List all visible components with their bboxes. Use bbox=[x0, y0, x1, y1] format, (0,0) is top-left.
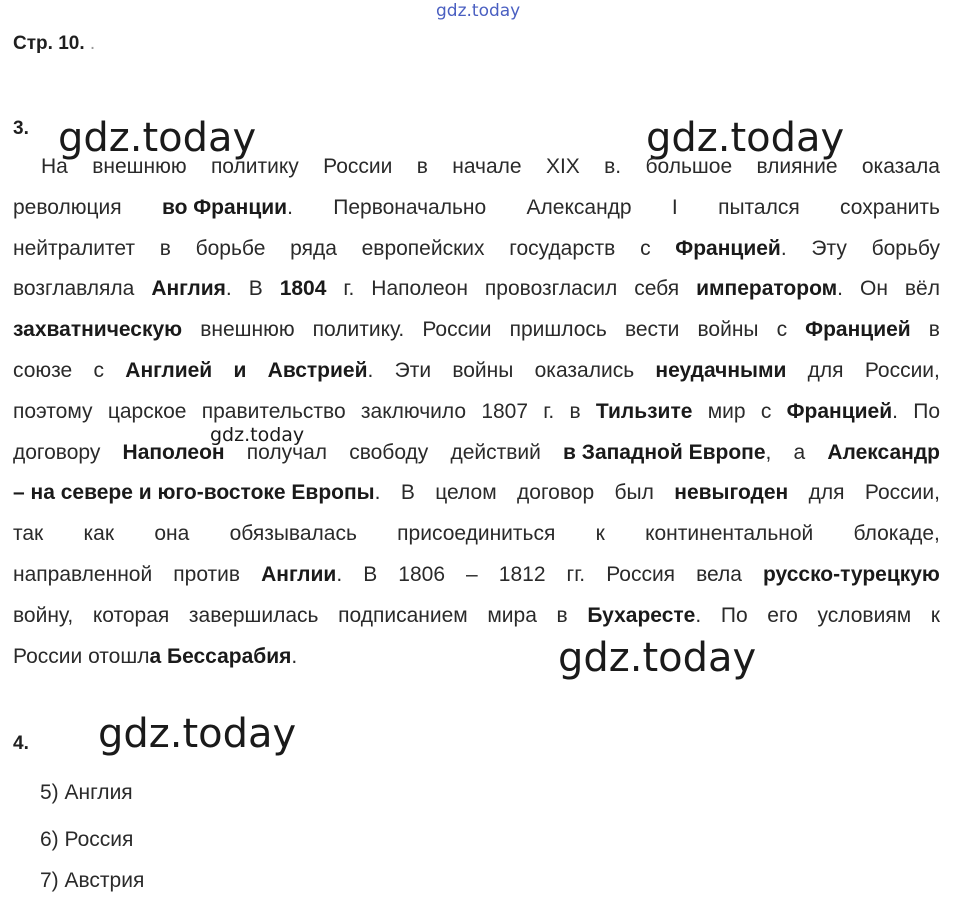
task-3-word: в bbox=[416, 155, 428, 178]
task-3-word: В bbox=[400, 481, 415, 505]
task-3-word: договору bbox=[13, 440, 101, 464]
task-3-word: царское bbox=[107, 399, 187, 423]
task-3-word: вёл bbox=[904, 277, 940, 301]
task-3-word: внешнюю bbox=[200, 318, 295, 342]
task-3-word: борьбе bbox=[195, 236, 266, 260]
task-3-word: отошл bbox=[88, 644, 150, 668]
task-3-word: Бухаресте. bbox=[587, 603, 702, 627]
task-3-line bbox=[13, 635, 940, 681]
task-3-word: вести bbox=[624, 318, 680, 342]
task-3-word: его bbox=[767, 603, 798, 627]
task-3-word: мир bbox=[707, 399, 746, 423]
task-3-word: императором. bbox=[696, 277, 844, 301]
task-3-word: Эти bbox=[394, 358, 432, 382]
task-3-word: Первоначально bbox=[333, 195, 487, 219]
task-4-item-1: 5) Англия bbox=[40, 781, 133, 804]
task-3-word: сохранить bbox=[840, 195, 940, 219]
task-3-word: Он bbox=[859, 277, 888, 301]
task-3-line bbox=[13, 351, 940, 392]
task-3-word: революция bbox=[13, 195, 122, 219]
task-3-word: войны bbox=[697, 318, 759, 342]
task-3-word: захватническую bbox=[13, 318, 183, 342]
task-3-word: По bbox=[913, 399, 940, 423]
task-3-word: государств bbox=[509, 236, 616, 260]
task-3-word: – на севере и юго-востоке Европы. bbox=[13, 481, 381, 505]
task-3-word: как bbox=[83, 522, 115, 546]
task-3-word: был bbox=[614, 481, 654, 505]
task-3-word: союзе bbox=[13, 358, 73, 382]
task-3-line bbox=[13, 392, 940, 433]
task-3-word: 1812 bbox=[498, 562, 546, 586]
task-3-word: в bbox=[556, 603, 568, 627]
task-3-line bbox=[13, 433, 940, 474]
task-3-word: По bbox=[720, 603, 748, 627]
task-3-word: поэтому bbox=[13, 399, 93, 423]
task-3-word: XIX bbox=[545, 155, 580, 178]
task-3-line bbox=[13, 147, 940, 188]
task-3-word: направленной bbox=[13, 562, 153, 586]
task-3-word: а bbox=[793, 440, 806, 464]
page-label bbox=[13, 33, 95, 55]
task-3-word: правительство bbox=[201, 399, 346, 423]
task-3-word: Наполеон bbox=[122, 440, 225, 464]
page-label-text: Стр. 10. bbox=[13, 33, 85, 54]
watermark-2: gdz.today bbox=[646, 115, 845, 161]
task-3-word: неудачными bbox=[655, 358, 787, 382]
task-3-word: действий bbox=[450, 440, 541, 464]
task-3-word: в bbox=[569, 399, 581, 423]
task-3-word: свободу bbox=[349, 440, 429, 464]
task-3-word: В bbox=[248, 277, 263, 301]
task-3-word: возглавляла bbox=[13, 277, 135, 301]
task-3-word: получал bbox=[246, 440, 328, 464]
task-3-word: г. bbox=[343, 277, 355, 301]
task-3-word: I bbox=[671, 195, 678, 219]
task-3-word: 1807 bbox=[481, 399, 529, 423]
watermark-5: gdz.today bbox=[98, 711, 297, 757]
task-3-word: которая bbox=[92, 603, 170, 627]
task-3-paragraph bbox=[13, 147, 940, 681]
task-3-word: ряда bbox=[290, 236, 337, 260]
task-3-word: политику. bbox=[312, 318, 405, 342]
task-3-word: Англии. bbox=[261, 562, 343, 586]
task-3-number: 3. bbox=[13, 118, 29, 139]
task-3-word: пришлось bbox=[509, 318, 607, 342]
task-3-word: Тильзите bbox=[595, 399, 693, 423]
task-3-word: России bbox=[323, 155, 393, 178]
task-3-line bbox=[13, 514, 940, 555]
task-3-word: провозгласил bbox=[484, 277, 618, 301]
task-3-word: европейских bbox=[361, 236, 485, 260]
task-3-word: начале bbox=[452, 155, 522, 178]
watermark-1: gdz.today bbox=[58, 115, 257, 161]
task-3-word: в Западной Европе, bbox=[563, 440, 772, 464]
task-3-word: нейтралитет bbox=[13, 236, 135, 260]
task-3-word: целом bbox=[435, 481, 497, 505]
task-3-word: невыгоден bbox=[674, 481, 789, 505]
task-3-word: Англия. bbox=[151, 277, 232, 301]
task-3-line bbox=[13, 229, 940, 270]
task-3-word: с bbox=[93, 358, 105, 382]
task-3-word: для bbox=[807, 358, 844, 382]
task-3-word: в. bbox=[604, 155, 622, 178]
task-3-word: России, bbox=[864, 358, 940, 382]
watermark-top: gdz.today bbox=[436, 1, 521, 21]
task-3-word: договор bbox=[517, 481, 595, 505]
task-3-word: г. bbox=[543, 399, 555, 423]
task-3-word: оказала bbox=[861, 155, 940, 178]
task-3-word: Францией. bbox=[675, 236, 787, 260]
task-3-word: В bbox=[363, 562, 378, 586]
task-3-word: с bbox=[776, 318, 788, 342]
task-3-word: к bbox=[595, 522, 605, 546]
task-3-word: Наполеон bbox=[371, 277, 468, 301]
task-3-word: борьбу bbox=[871, 236, 940, 260]
task-3-line bbox=[13, 310, 940, 351]
task-3-word: континентальной bbox=[645, 522, 814, 546]
task-3-word: политику bbox=[210, 155, 299, 178]
task-3-word: Англией bbox=[125, 358, 213, 382]
task-3-word: подписанием bbox=[338, 603, 468, 627]
task-3-word: русско-турецкую bbox=[763, 562, 940, 586]
task-3-word: Францией bbox=[805, 318, 911, 342]
task-3-word: войны bbox=[452, 358, 514, 382]
task-3-word: Россия bbox=[606, 562, 676, 586]
task-3-word: во Франции. bbox=[161, 195, 293, 219]
task-3-word: – bbox=[466, 562, 478, 586]
task-3-word: условиям bbox=[817, 603, 912, 627]
task-3-line bbox=[13, 188, 940, 229]
task-3-line bbox=[13, 596, 940, 637]
task-3-word: внешнюю bbox=[92, 155, 187, 178]
task-3-word: 1806 bbox=[398, 562, 445, 586]
task-3-word: в bbox=[928, 318, 940, 342]
task-4-item-3: 7) Австрия bbox=[40, 869, 145, 892]
task-3-word: завершилась bbox=[188, 603, 319, 627]
task-3-word: Александр bbox=[827, 440, 940, 464]
watermark-3: gdz.today bbox=[210, 424, 305, 446]
task-3-word: России bbox=[422, 318, 492, 342]
task-3-word: в bbox=[159, 236, 171, 260]
task-4-item-2: 6) Россия bbox=[40, 828, 134, 851]
task-3-word: блокаде, bbox=[853, 522, 940, 546]
task-3-word: войну, bbox=[13, 603, 74, 627]
task-3-word: России, bbox=[864, 481, 940, 505]
task-3-word: влияние bbox=[756, 155, 838, 178]
task-3-line bbox=[13, 269, 940, 310]
page-label-dot: . bbox=[89, 33, 96, 54]
task-3-word: Австрией. bbox=[267, 358, 374, 382]
task-3-word: 1804 bbox=[279, 277, 327, 301]
task-3-word: с bbox=[760, 399, 772, 423]
task-3-word: вела bbox=[696, 562, 742, 586]
task-3-word: и bbox=[233, 358, 247, 382]
task-3-line bbox=[13, 555, 940, 596]
task-3-word: большое bbox=[645, 155, 733, 178]
task-3-word: Эту bbox=[811, 236, 847, 260]
task-3-word: России bbox=[13, 644, 83, 668]
task-3-word: себя bbox=[634, 277, 680, 301]
task-3-word: мира bbox=[487, 603, 537, 627]
task-3-word: она bbox=[154, 522, 190, 546]
task-3-word: гг. bbox=[566, 562, 586, 586]
task-3-word: против bbox=[173, 562, 241, 586]
task-3-word: оказались bbox=[534, 358, 635, 382]
task-3-word: заключило bbox=[360, 399, 467, 423]
task-3-word: к bbox=[930, 603, 940, 627]
task-3-word: так bbox=[13, 522, 44, 546]
task-3-word: а Бессарабия. bbox=[149, 644, 298, 668]
task-3-word: с bbox=[640, 236, 651, 260]
watermark-4: gdz.today bbox=[558, 635, 757, 681]
task-3-word: На bbox=[41, 155, 68, 178]
task-3-word: Францией. bbox=[786, 399, 898, 423]
task-4-number: 4. bbox=[13, 733, 29, 754]
task-3-word: для bbox=[808, 481, 845, 505]
task-3-word: обязывалась bbox=[229, 522, 357, 546]
task-3-word: присоединиться bbox=[397, 522, 556, 546]
task-3-word: пытался bbox=[718, 195, 800, 219]
task-3-line bbox=[13, 473, 940, 514]
task-3-word: Александр bbox=[526, 195, 632, 219]
